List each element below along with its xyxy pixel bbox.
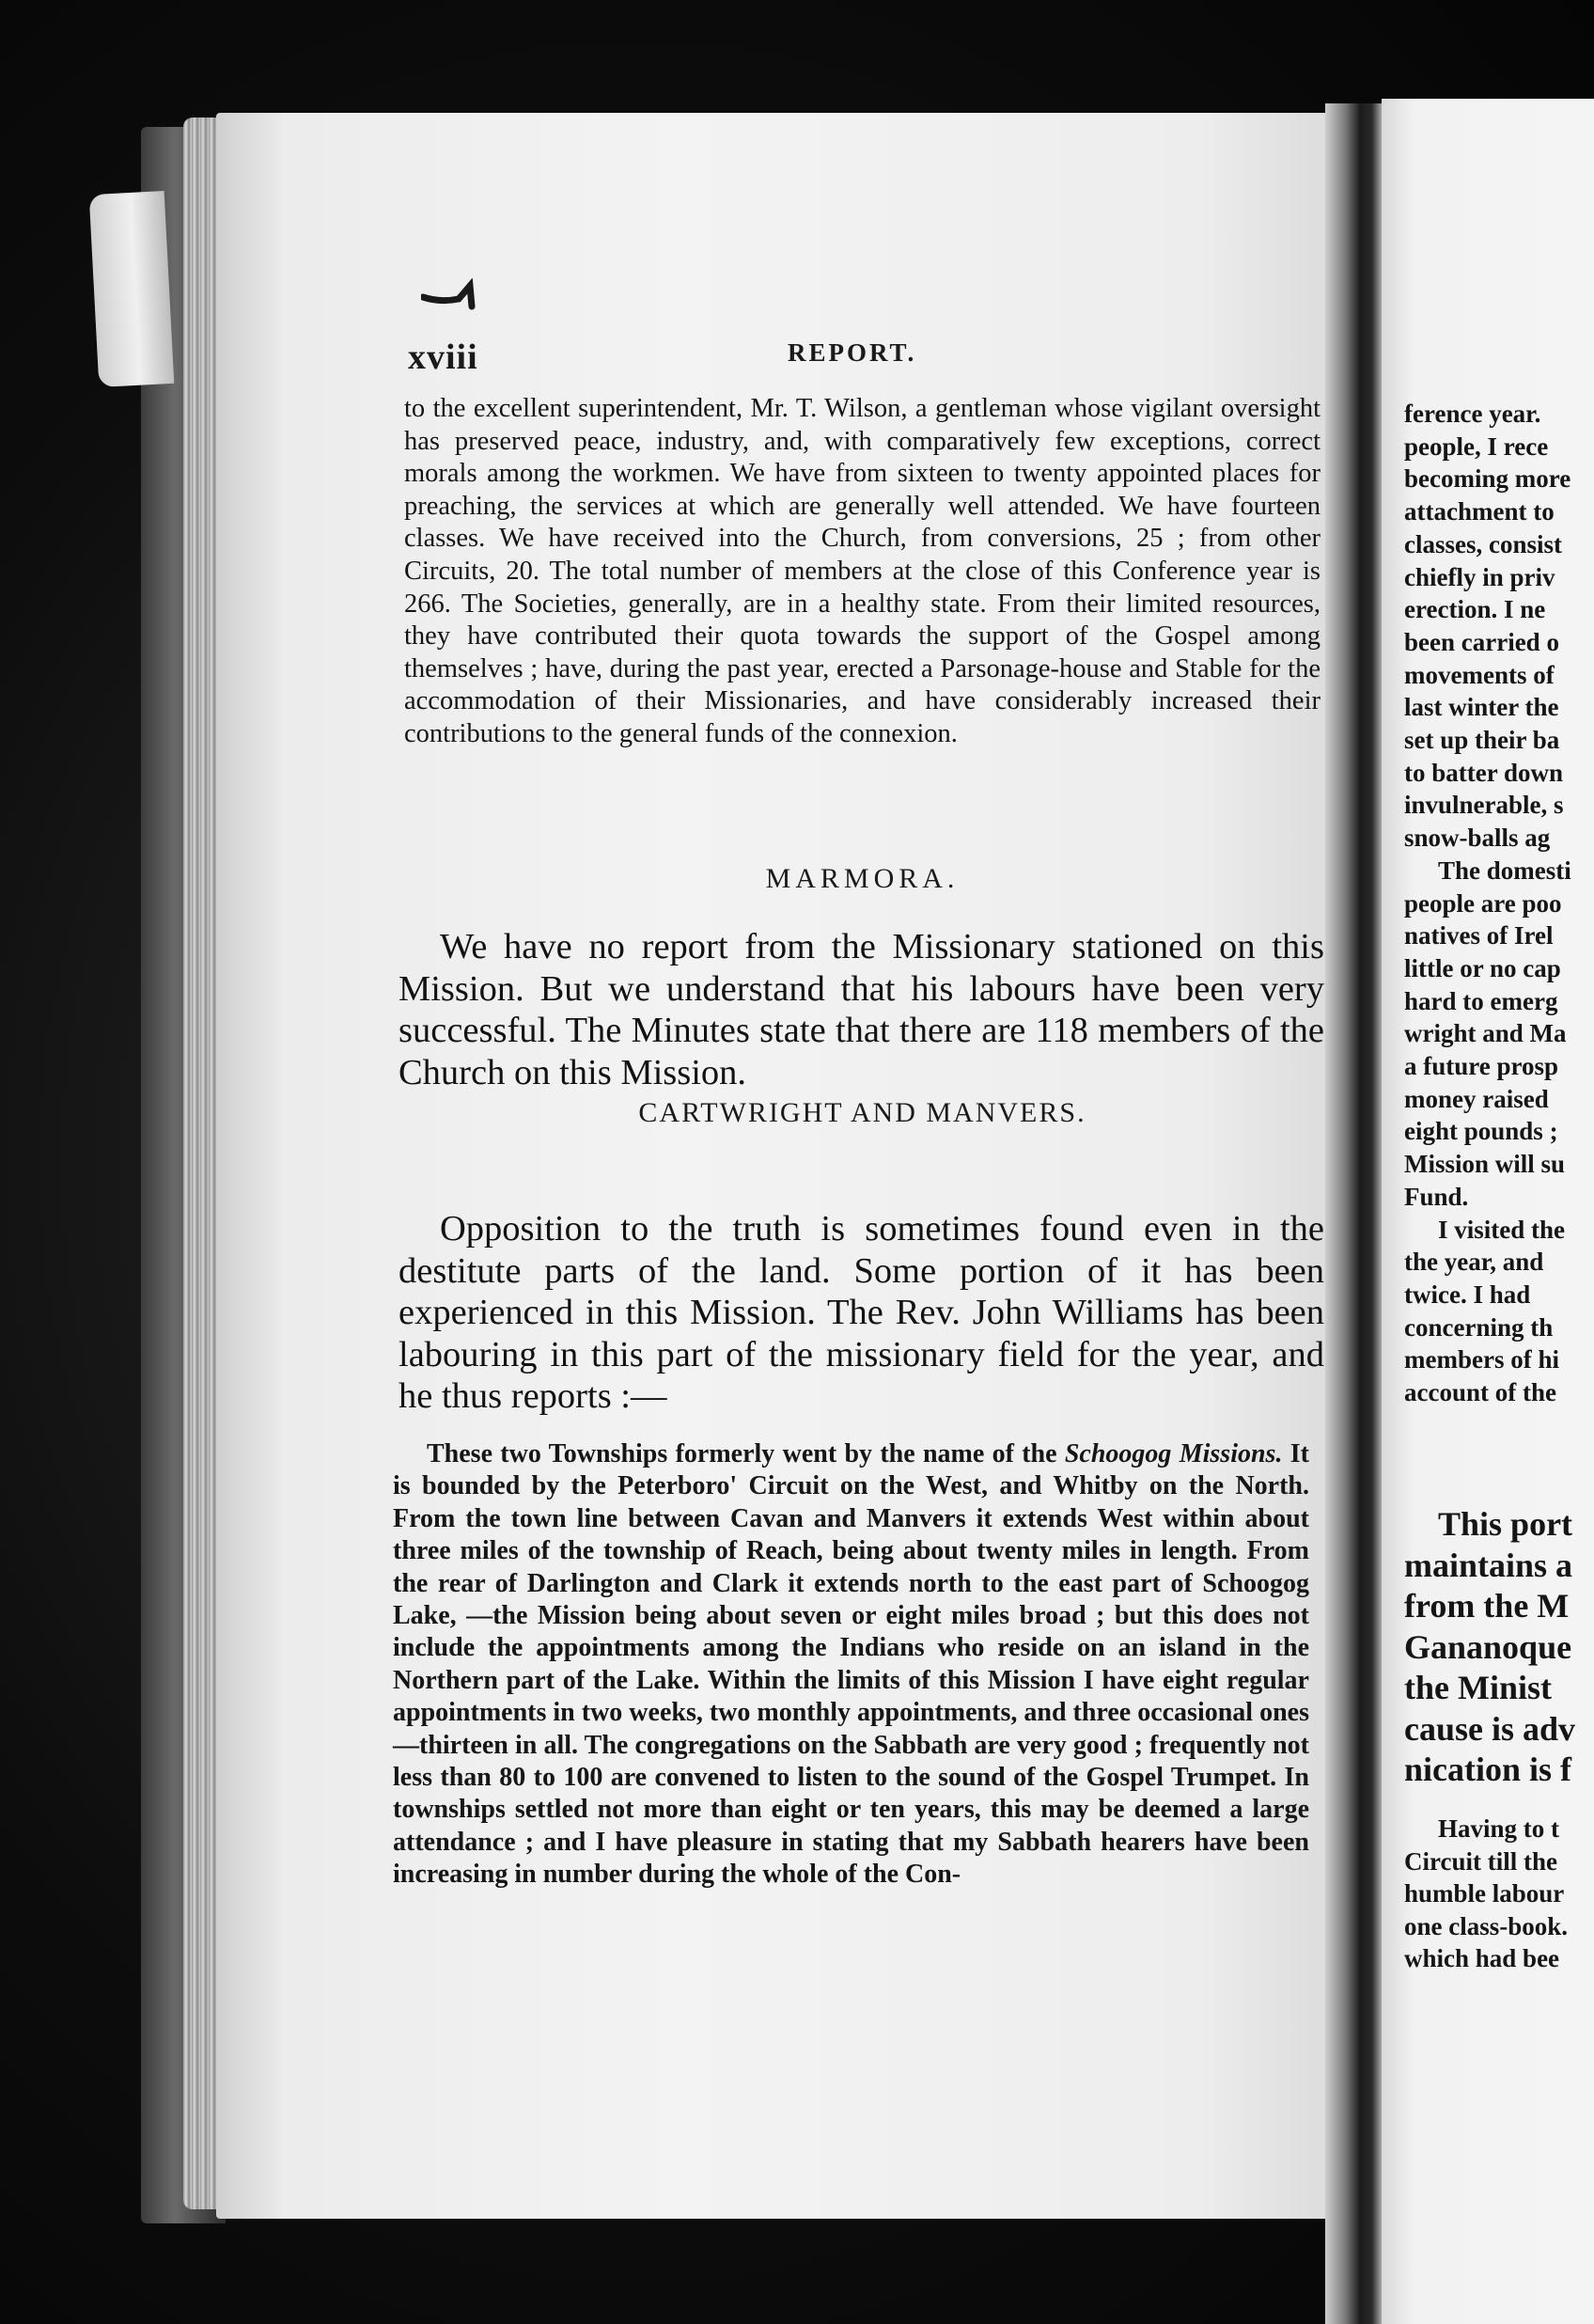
- right-page-line: I visited the: [1438, 1215, 1565, 1244]
- right-page-line: nication is f: [1404, 1751, 1572, 1788]
- right-page-line: a future prosp: [1404, 1052, 1559, 1080]
- right-page-line: wright and Ma: [1404, 1019, 1567, 1048]
- right-page-line: movements of: [1404, 660, 1555, 689]
- right-page-line: little or no cap: [1404, 953, 1561, 982]
- right-page-line: invulnerable, s: [1404, 791, 1564, 820]
- section-heading-cartwright: CARTWRIGHT AND MANVERS.: [638, 1097, 1086, 1128]
- right-page-line: members of hi: [1404, 1345, 1559, 1374]
- marmora-text: We have no report from the Missionary stationed on this Mission. But we understand that his labours have been very successful. The Minutes state that there are 118 members of the Church on this Mission.: [398, 927, 1324, 1092]
- right-page-line: the year, and: [1404, 1248, 1544, 1277]
- right-page-line: money raised: [1404, 1084, 1549, 1113]
- right-page-line: twice. I had: [1404, 1280, 1531, 1309]
- cartwright-text: Opposition to the truth is sometimes found even in the destitute parts of the land. Some portion of it has been experienced in this Mission. The Rev. John Williams has been labouring in this part of the missionary field for the year, and he thus reports :—: [398, 1209, 1324, 1416]
- pencil-mark-icon: [421, 278, 477, 316]
- right-page-line: snow-balls ag: [1404, 824, 1551, 853]
- right-page-line: ference year.: [1404, 400, 1541, 428]
- right-page-line: humble labour: [1404, 1879, 1565, 1908]
- right-page-line: The domesti: [1438, 856, 1571, 885]
- right-page-line: last winter the: [1404, 693, 1559, 722]
- continuation-paragraph: to the excellent superintendent, Mr. T. Wilson, a gentleman whose vigilant oversight has preserved peace, industry, and, with comparatively few exceptions, correct morals among the workmen. We have from sixteen to twenty appointed places for preaching, the services at which are generally well attended. We have fourteen classes. We have received into the Church, from conversions, 25 ; from other Circuits, 20. The total number of members at the close of this Conference year is 266. The Societies, generally, are in a healthy state. From their limited resources, they have contributed their quota towards the support of the Gospel among themselves ; have, during the past year, erected a Parsonage-house and Stable for the accommodation of their Missionaries, and have considerably increased their contributions to the general funds of the connexion.: [404, 394, 1321, 748]
- quoted-report: [393, 1438, 1309, 1892]
- right-page-line: from the M: [1404, 1587, 1570, 1625]
- right-page-line: Having to t: [1438, 1814, 1560, 1843]
- right-page-line: been carried o: [1404, 627, 1559, 656]
- right-page-line: which had bee: [1404, 1944, 1560, 1972]
- quote-italic-name: Schoogog Missions.: [1064, 1439, 1283, 1468]
- right-page-line: Gananoque: [1404, 1627, 1572, 1666]
- right-page-line: maintains a: [1404, 1546, 1573, 1584]
- right-page-line: one class-book.: [1404, 1911, 1569, 1940]
- right-page-line: chiefly in priv: [1404, 562, 1555, 591]
- right-page-line: account of the: [1404, 1378, 1556, 1406]
- book-gutter: [1325, 103, 1383, 2324]
- section-text-cartwright: [398, 1208, 1324, 1418]
- page-number: xviii: [408, 338, 478, 377]
- right-page-line: cause is adv: [1404, 1709, 1576, 1748]
- right-page-line: Mission will su: [1404, 1150, 1566, 1179]
- right-page-line: set up their ba: [1404, 726, 1560, 754]
- right-page-line: natives of Irel: [1404, 921, 1554, 950]
- section-text-marmora: [398, 926, 1324, 1093]
- right-page-line: the Minist: [1404, 1669, 1552, 1706]
- right-page-line: erection. I ne: [1404, 595, 1546, 624]
- right-page-line: This port: [1438, 1505, 1573, 1543]
- section-heading-marmora: MARMORA.: [765, 863, 960, 894]
- right-page-line: to batter down: [1404, 758, 1564, 787]
- right-page-line: becoming more: [1404, 464, 1571, 494]
- right-page-line: classes, consist: [1404, 529, 1562, 558]
- quote-rest: It is bounded by the Peterboro' Circuit on the West, and Whitby on the North. From the town line between Cavan and Manvers it extends West within about three miles of the township of Reach, being about twenty miles in length. From the rear of Darlington and Clark it extends north to the east part of Schoogog Lake, —the Mission being about seven or eight miles broad ; but this does not include the appointments among the Indians who reside on an island in the Northern part of the Lake. Within the limits of this Mission I have eight regular appointments in two weeks, two monthly appointments, and three occasional ones—thirteen in all. The congregations on the Sabbath are very good ; frequently not less than 80 to 100 are convened to listen to the sound of the Gospel Trumpet. In townships settled not more than eight or ten years, this may be deemed a large attendance ; and I have pleasure in stating that my Sabbath hearers have been increasing in number during the whole of the Con-: [393, 1439, 1309, 1890]
- right-page-line: attachment to: [1404, 497, 1555, 526]
- right-page-line: people, I rece: [1404, 432, 1549, 461]
- right-page-line: people are poo: [1404, 888, 1562, 918]
- running-head: REPORT.: [788, 338, 917, 367]
- right-page-line: hard to emerg: [1404, 986, 1558, 1015]
- right-page-line: Fund.: [1404, 1182, 1469, 1211]
- right-page-line: concerning th: [1404, 1312, 1554, 1342]
- right-page-line: Circuit till the: [1404, 1846, 1557, 1876]
- right-page-line: eight pounds ;: [1404, 1117, 1558, 1146]
- page-tab: [89, 191, 175, 387]
- quote-lead: These two Townships formerly went by the name of the: [427, 1439, 1065, 1468]
